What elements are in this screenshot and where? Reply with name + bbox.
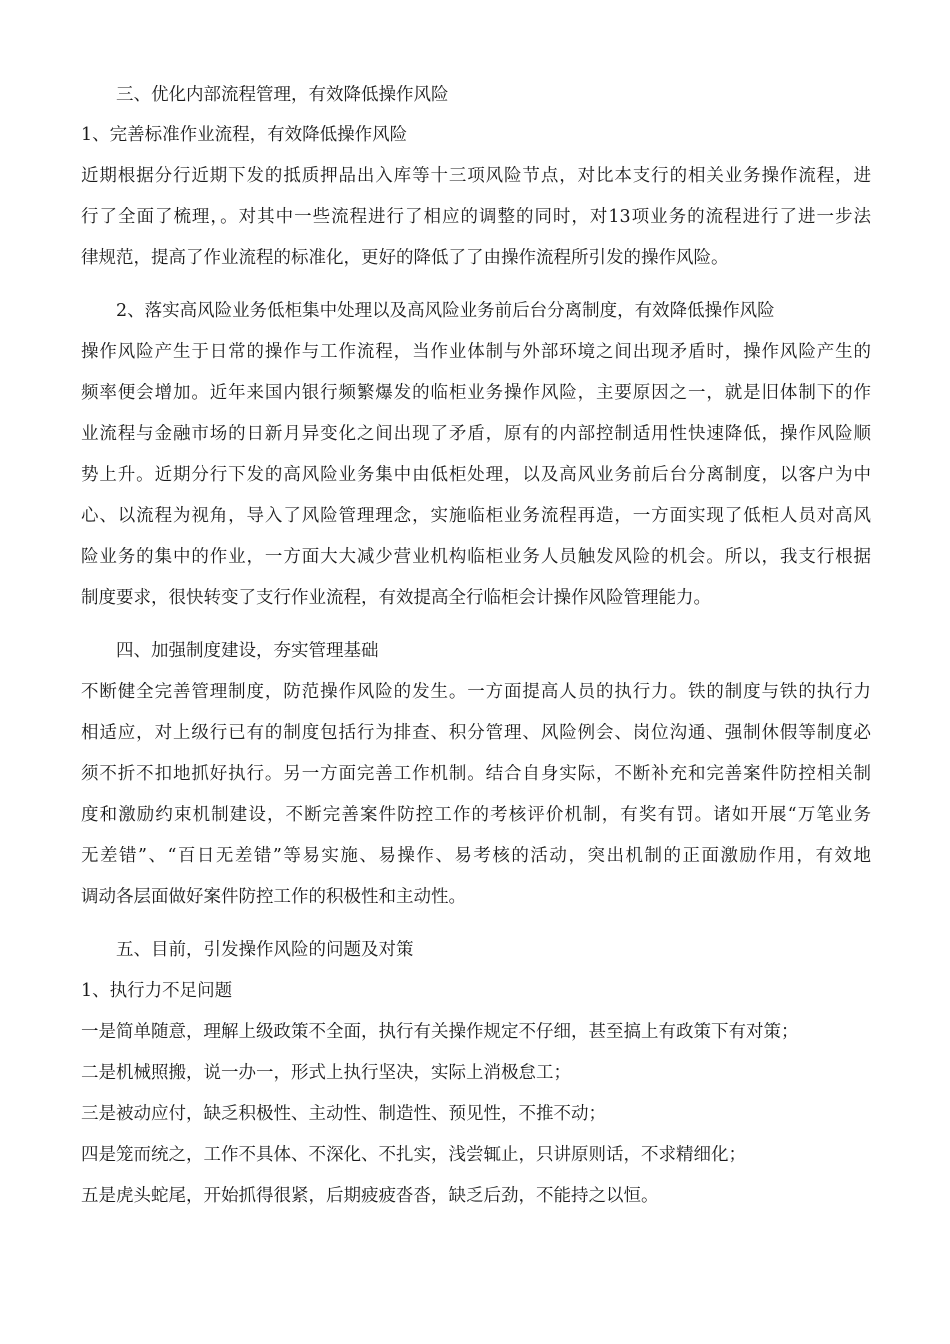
list-item: 五是虎头蛇尾，开始抓得很紧，后期疲疲沓沓，缺乏后劲，不能持之以恒。 xyxy=(81,1186,659,1206)
paragraph-line: 操作风险产生于日常的操作与工作流程，当作业体制与外部环境之间出现矛盾时，操作风险产生的 xyxy=(81,342,871,362)
paragraph-line: 度和激励约束机制建设，不断完善案件防控工作的考核评价机制，有奖有罚。诸如开展“万笔业务 xyxy=(81,805,871,825)
paragraph-line: 不断健全完善管理制度，防范操作风险的发生。一方面提高人员的执行力。铁的制度与铁的执行力 xyxy=(81,682,871,702)
section-5-1-heading: 1、执行力不足问题 xyxy=(81,981,233,1001)
paragraph-line: 势上升。近期分行下发的高风险业务集中由低柜处理，以及高风业务前后台分离制度，以客户为中 xyxy=(81,465,871,485)
list-item: 一是简单随意，理解上级政策不全面，执行有关操作规定不仔细，甚至搞上有政策下有对策； xyxy=(81,1022,799,1042)
paragraph-line: 无差错”、“百日无差错”等易实施、易操作、易考核的活动，突出机制的正面激励作用，有效地 xyxy=(81,846,871,866)
paragraph-line: 心、以流程为视角，导入了风险管理理念，实施临柜业务流程再造，一方面实现了低柜人员对高风 xyxy=(81,506,871,526)
paragraph-line: 调动各层面做好案件防控工作的积极性和主动性。 xyxy=(81,887,466,907)
paragraph-line: 频率便会增加。近年来国内银行频繁爆发的临柜业务操作风险，主要原因之一，就是旧体制下的作 xyxy=(81,383,871,403)
paragraph-line: 相适应，对上级行已有的制度包括行为排查、积分管理、风险例会、岗位沟通、强制休假等制度必 xyxy=(81,723,871,743)
paragraph-line: 近期根据分行近期下发的抵质押品出入库等十三项风险节点，对比本支行的相关业务操作流程，进 xyxy=(81,166,871,186)
list-item: 四是笼而统之，工作不具体、不深化、不扎实，浅尝辄止，只讲原则话，不求精细化； xyxy=(81,1145,746,1165)
paragraph-line: 律规范，提高了作业流程的标准化，更好的降低了了由操作流程所引发的操作风险。 xyxy=(81,248,729,268)
list-item: 三是被动应付，缺乏积极性、主动性、制造性、预见性，不推不动； xyxy=(81,1104,606,1124)
section-3-heading: 三、优化内部流程管理，有效降低操作风险 xyxy=(116,85,449,105)
section-3-1-heading: 1、完善标准作业流程，有效降低操作风险 xyxy=(81,125,408,145)
section-5-heading: 五、目前，引发操作风险的问题及对策 xyxy=(116,940,414,960)
paragraph-line: 须不折不扣地抓好执行。另一方面完善工作机制。结合自身实际，不断补充和完善案件防控相关制 xyxy=(81,764,871,784)
list-item: 二是机械照搬，说一办一，形式上执行坚决，实际上消极怠工； xyxy=(81,1063,571,1083)
paragraph-line: 行了全面了梳理，。对其中一些流程进行了相应的调整的同时，对13项业务的流程进行了进一步法 xyxy=(81,207,871,227)
paragraph-line: 业流程与金融市场的日新月异变化之间出现了矛盾，原有的内部控制适用性快速降低，操作风险顺 xyxy=(81,424,871,444)
paragraph-line: 制度要求，很快转变了支行作业流程，有效提高全行临柜会计操作风险管理能力。 xyxy=(81,588,711,608)
section-3-2-heading: 2、落实高风险业务低柜集中处理以及高风险业务前后台分离制度，有效降低操作风险 xyxy=(116,301,775,321)
section-4-heading: 四、加强制度建设，夯实管理基础 xyxy=(116,641,379,661)
paragraph-line: 险业务的集中的作业，一方面大大减少营业机构临柜业务人员触发风险的机会。所以，我支行根据 xyxy=(81,547,871,567)
